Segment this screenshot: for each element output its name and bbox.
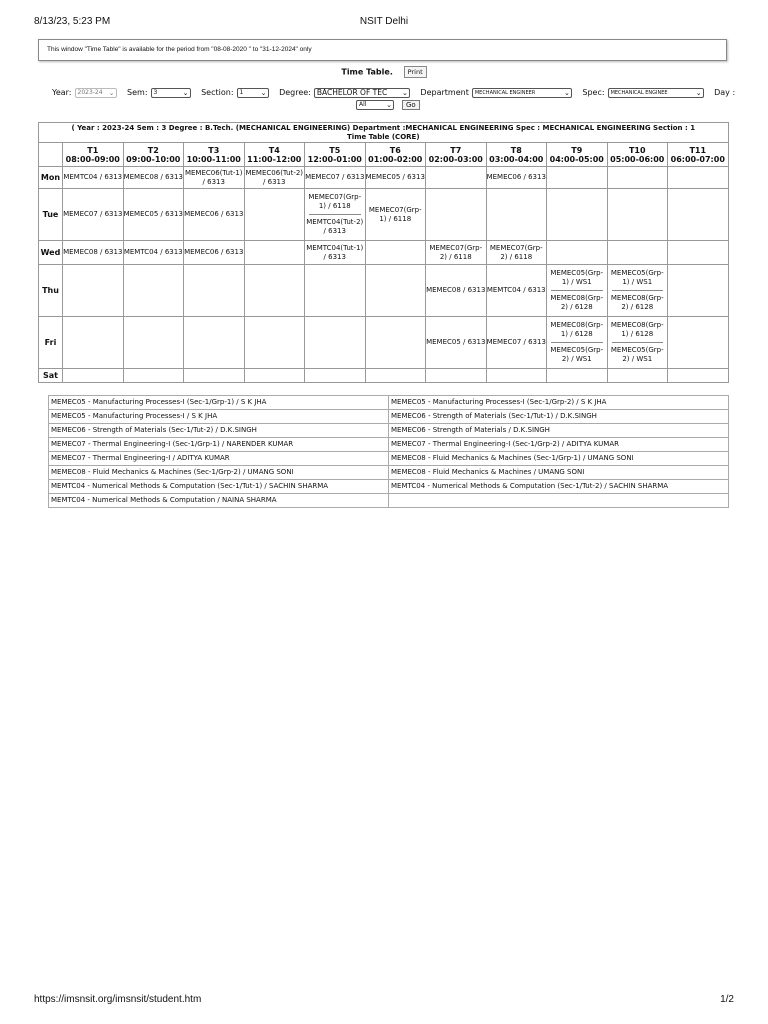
legend-entry: MEMTC04 - Numerical Methods & Computation (Sec-1/Tut-2) / SACHIN SHARMA (389, 480, 729, 494)
day-row (39, 167, 729, 189)
legend-entry: MEMTC04 - Numerical Methods & Computation / NAINA SHARMA (49, 494, 389, 508)
slot-header (426, 143, 487, 167)
slot-code: T6 (389, 145, 401, 155)
timetable-cell (184, 167, 245, 189)
timetable-cell (486, 369, 547, 383)
timetable-cell (123, 265, 184, 317)
day-row (39, 317, 729, 369)
course-legend (48, 395, 729, 508)
degree-select-value: BACHELOR OF TEC (316, 87, 388, 97)
spec-label: Spec: (582, 88, 605, 97)
timetable-cell (244, 189, 305, 241)
timetable-cell (123, 167, 184, 189)
day-row (39, 241, 729, 265)
course-legend-body (49, 396, 729, 508)
chevron-down-icon: ⌄ (182, 88, 189, 97)
timetable-cell (486, 241, 547, 265)
slot-header (547, 143, 608, 167)
spec-select-value: MECHANICAL ENGINEE (610, 89, 668, 96)
class-entry: MEMEC06(Tut-2) / 6313 (245, 168, 304, 186)
slot-code: T2 (147, 145, 159, 155)
year-select[interactable] (75, 88, 117, 98)
timetable-title-line1: ( Year : 2023-24 Sem : 3 Degree : B.Tech. (MECHANICAL ENGINEERING) Department :MECHANICAL ENGINEERING Spec : MECHANICAL ENGINEERING Section : 1 (71, 124, 696, 132)
timetable-cell (547, 189, 608, 241)
slot-code: T3 (208, 145, 220, 155)
slot-code: T10 (628, 145, 646, 155)
legend-row (49, 480, 729, 494)
class-entry: MEMEC06 / 6313 (184, 248, 244, 256)
timetable-cell (123, 241, 184, 265)
timetable-cell (547, 265, 608, 317)
timetable-cell (365, 189, 426, 241)
chevron-down-icon: ⌄ (260, 88, 267, 97)
spec-select[interactable] (608, 88, 704, 98)
section-select-value: 1 (239, 88, 244, 96)
filter-row-1 (52, 87, 742, 99)
timetable-cell (123, 189, 184, 241)
day-label: Thu (39, 265, 63, 317)
timetable-cell (244, 369, 305, 383)
timetable-cell (426, 265, 487, 317)
class-entry: MEMEC05 / 6313 (123, 210, 183, 218)
timetable-header-row (39, 143, 729, 167)
chevron-down-icon: ⌄ (402, 88, 408, 97)
timetable-cell (365, 167, 426, 189)
day-label: Fri (39, 317, 63, 369)
slot-header (607, 143, 668, 167)
slot-header (184, 143, 245, 167)
cell-divider (551, 342, 603, 343)
legend-row (49, 396, 729, 410)
cell-divider (551, 290, 603, 291)
timetable-cell (668, 241, 729, 265)
legend-row (49, 438, 729, 452)
department-select[interactable] (472, 88, 572, 98)
timetable-cell (547, 369, 608, 383)
class-entry: MEMEC05(Grp-1) / WS1 (550, 269, 604, 286)
slot-header (668, 143, 729, 167)
timetable-cell (305, 369, 366, 383)
page-number: 1/2 (720, 994, 734, 1005)
legend-row (49, 466, 729, 480)
slot-time: 12:00-01:00 (307, 154, 362, 164)
slot-time: 09:00-10:00 (126, 154, 181, 164)
slot-header (244, 143, 305, 167)
timetable-cell (668, 189, 729, 241)
class-entry: MEMEC07 / 6313 (63, 210, 123, 218)
slot-time: 03:00-04:00 (489, 154, 544, 164)
class-entry: MEMEC06 / 6313 (486, 173, 546, 181)
slot-code: T7 (450, 145, 462, 155)
class-entry: MEMTC04(Tut-1) / 6313 (306, 243, 364, 261)
legend-row (49, 410, 729, 424)
day-row (39, 265, 729, 317)
timetable-cell (63, 265, 124, 317)
year-select-value: 2023-24 (77, 88, 103, 96)
class-entry: MEMEC08(Grp-2) / 6128 (550, 294, 604, 311)
timetable-cell (63, 189, 124, 241)
legend-entry: MEMEC07 - Thermal Engineering-I (Sec-1/Grp-1) / NARENDER KUMAR (49, 438, 389, 452)
sem-label: Sem: (127, 88, 148, 97)
timetable-cell (607, 265, 668, 317)
class-entry: MEMEC07(Grp-2) / 6118 (489, 243, 543, 261)
class-entry: MEMTC04 / 6313 (486, 286, 546, 294)
filter-row-2 (52, 99, 742, 111)
legend-entry: MEMEC08 - Fluid Mechanics & Machines (Sec-1/Grp-1) / UMANG SONI (389, 452, 729, 466)
timetable-cell (607, 369, 668, 383)
timetable-cell (63, 317, 124, 369)
timetable-cell (123, 317, 184, 369)
timetable-cell (184, 369, 245, 383)
slot-code: T11 (689, 145, 707, 155)
class-entry: MEMEC06(Tut-1) / 6313 (184, 168, 243, 186)
cell-divider (612, 290, 664, 291)
timetable-cell (668, 369, 729, 383)
class-entry: MEMEC05 / 6313 (365, 173, 425, 181)
class-entry: MEMEC07(Grp-1) / 6118 (368, 205, 422, 223)
corner-cell (39, 143, 63, 167)
day-select[interactable] (356, 100, 394, 110)
day-label: Wed (39, 241, 63, 265)
print-button[interactable]: Print (404, 66, 427, 78)
print-header (34, 16, 734, 30)
legend-entry: MEMEC06 - Strength of Materials (Sec-1/Tut-2) / D.K.SINGH (49, 424, 389, 438)
day-label: Tue (39, 189, 63, 241)
department-select-value: MECHANICAL ENGINEER (474, 89, 536, 96)
legend-row (49, 424, 729, 438)
legend-entry: MEMEC05 - Manufacturing Processes-I / S K JHA (49, 410, 389, 424)
cell-divider (309, 214, 361, 215)
timetable-cell (305, 317, 366, 369)
filter-controls (52, 87, 742, 111)
chevron-down-icon: ⌄ (563, 88, 570, 97)
class-entry: MEMEC06 / 6313 (184, 210, 244, 218)
day-label: Day : (714, 88, 736, 97)
legend-entry: MEMEC05 - Manufacturing Processes-I (Sec-1/Grp-1) / S K JHA (49, 396, 389, 410)
timetable-cell (365, 265, 426, 317)
timetable-cell (426, 369, 487, 383)
class-entry: MEMEC05(Grp-2) / WS1 (610, 346, 664, 363)
slot-header (305, 143, 366, 167)
class-entry: MEMEC08 / 6313 (63, 248, 123, 256)
timetable-cell (486, 167, 547, 189)
legend-entry: MEMEC07 - Thermal Engineering-I (Sec-1/Grp-2) / ADITYA KUMAR (389, 438, 729, 452)
slot-header (365, 143, 426, 167)
site-title: NSIT Delhi (359, 16, 409, 27)
chevron-down-icon: ⌄ (108, 88, 115, 97)
sem-select[interactable] (151, 88, 191, 98)
slot-header (63, 143, 124, 167)
timetable-cell (426, 241, 487, 265)
sem-select-value: 3 (153, 88, 158, 96)
class-entry: MEMTC04 / 6313 (63, 173, 123, 181)
timetable-cell (305, 189, 366, 241)
timetable-cell (365, 241, 426, 265)
timetable-cell (547, 317, 608, 369)
slot-time: 11:00-12:00 (247, 154, 302, 164)
slot-time: 06:00-07:00 (670, 154, 725, 164)
timetable-cell (486, 265, 547, 317)
slot-code: T8 (510, 145, 522, 155)
timetable-cell (486, 189, 547, 241)
timetable-title-line2: Time Table (CORE) (347, 133, 420, 141)
degree-select[interactable] (314, 88, 410, 98)
timetable-cell (607, 189, 668, 241)
slot-code: T9 (571, 145, 583, 155)
timetable-cell (547, 241, 608, 265)
timetable-cell (63, 167, 124, 189)
slot-time: 02:00-03:00 (428, 154, 483, 164)
slot-code: T5 (329, 145, 341, 155)
timetable (38, 122, 729, 383)
section-label: Section: (201, 88, 234, 97)
timetable-cell (365, 369, 426, 383)
class-entry: MEMEC07(Grp-1) / 6118 (308, 193, 362, 210)
slot-time: 01:00-02:00 (368, 154, 423, 164)
legend-entry (389, 494, 729, 508)
class-entry: MEMEC08(Grp-1) / 6128 (550, 321, 604, 338)
class-entry: MEMEC08 / 6313 (123, 173, 183, 181)
class-entry: MEMTC04(Tut-2) / 6313 (306, 218, 364, 235)
timetable-cell (668, 167, 729, 189)
class-entry: MEMTC04 / 6313 (123, 248, 183, 256)
legend-entry: MEMEC06 - Strength of Materials (Sec-1/Tut-1) / D.K.SINGH (389, 410, 729, 424)
slot-time: 04:00-05:00 (549, 154, 604, 164)
department-label: Department (420, 88, 469, 97)
class-entry: MEMEC05(Grp-1) / WS1 (610, 269, 664, 286)
degree-label: Degree: (279, 88, 311, 97)
availability-notice: This window "Time Table" is available for the period from "08-08-2020 " to "31-12-2024" only (38, 39, 727, 61)
timetable-cell (244, 317, 305, 369)
cell-divider (612, 342, 664, 343)
timetable-cell (607, 317, 668, 369)
timetable-cell (426, 167, 487, 189)
slot-code: T4 (268, 145, 280, 155)
timetable-cell (607, 241, 668, 265)
timetable-cell (547, 167, 608, 189)
legend-row (49, 452, 729, 466)
class-entry: MEMEC08 / 6313 (426, 286, 486, 294)
slot-code: T1 (87, 145, 99, 155)
class-entry: MEMEC07(Grp-2) / 6118 (429, 243, 483, 261)
legend-entry: MEMTC04 - Numerical Methods & Computation (Sec-1/Tut-1) / SACHIN SHARMA (49, 480, 389, 494)
class-entry: MEMEC08(Grp-2) / 6128 (610, 294, 664, 311)
slot-header (486, 143, 547, 167)
timetable-cell (184, 317, 245, 369)
print-datetime: 8/13/23, 5:23 PM (34, 16, 111, 27)
timetable-cell (123, 369, 184, 383)
timetable-cell (668, 265, 729, 317)
class-entry: MEMEC07 / 6313 (305, 173, 365, 181)
day-select-value: All (359, 100, 367, 108)
timetable-cell (426, 317, 487, 369)
class-entry: MEMEC05 / 6313 (426, 338, 486, 346)
timetable-title (39, 123, 729, 143)
timetable-cell (184, 189, 245, 241)
day-label: Mon (39, 167, 63, 189)
timetable-cell (486, 317, 547, 369)
timetable-cell (184, 265, 245, 317)
timetable-cell (426, 189, 487, 241)
day-label: Sat (39, 369, 63, 383)
slot-header (123, 143, 184, 167)
timetable-cell (365, 317, 426, 369)
class-entry: MEMEC08(Grp-1) / 6128 (610, 321, 664, 338)
section-select[interactable] (237, 88, 269, 98)
timetable-cell (63, 369, 124, 383)
timetable-header (0, 66, 768, 78)
legend-entry: MEMEC06 - Strength of Materials / D.K.SINGH (389, 424, 729, 438)
timetable-cell (244, 241, 305, 265)
day-row (39, 369, 729, 383)
year-label: Year: (52, 88, 72, 97)
legend-entry: MEMEC08 - Fluid Mechanics & Machines / UMANG SONI (389, 466, 729, 480)
timetable-cell (305, 167, 366, 189)
timetable-cell (305, 265, 366, 317)
timetable-cell (607, 167, 668, 189)
timetable-cell (668, 317, 729, 369)
page-url: https://imsnsit.org/imsnsit/student.htm (34, 994, 202, 1005)
slot-time: 08:00-09:00 (65, 154, 120, 164)
go-button[interactable]: Go (402, 100, 420, 110)
legend-entry: MEMEC07 - Thermal Engineering-I / ADITYA KUMAR (49, 452, 389, 466)
timetable-cell (244, 167, 305, 189)
timetable-cell (244, 265, 305, 317)
chevron-down-icon: ⌄ (386, 100, 392, 109)
timetable-body (39, 123, 729, 383)
legend-row (49, 494, 729, 508)
timetable-cell (63, 241, 124, 265)
legend-entry: MEMEC05 - Manufacturing Processes-I (Sec-1/Grp-2) / S K JHA (389, 396, 729, 410)
legend-entry: MEMEC08 - Fluid Mechanics & Machines (Sec-1/Grp-2) / UMANG SONI (49, 466, 389, 480)
class-entry: MEMEC05(Grp-2) / WS1 (550, 346, 604, 363)
timetable-cell (184, 241, 245, 265)
timetable-title-row (39, 123, 729, 143)
day-row (39, 189, 729, 241)
timetable-cell (305, 241, 366, 265)
slot-time: 10:00-11:00 (186, 154, 241, 164)
slot-time: 05:00-06:00 (610, 154, 665, 164)
class-entry: MEMEC07 / 6313 (486, 338, 546, 346)
timetable-heading: Time Table. (341, 67, 393, 77)
chevron-down-icon: ⌄ (695, 88, 702, 97)
